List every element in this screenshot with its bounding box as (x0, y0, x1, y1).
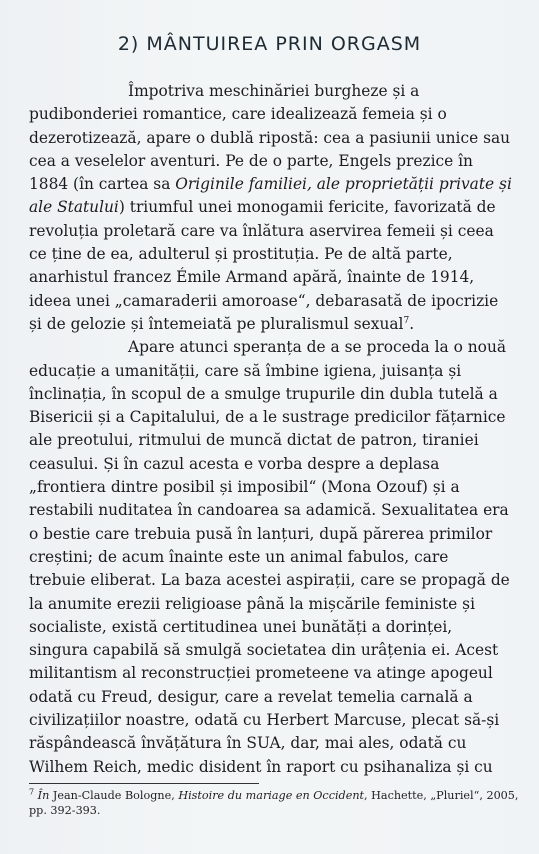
text-run: dezerotizează, apare o dublă ripostă: cea a pasiunii unice sau (29, 128, 511, 147)
text-line (29, 220, 519, 243)
footnote-rule (29, 783, 259, 784)
text-run: pudibonderiei romantice, care idealizează femeia și o (29, 105, 447, 124)
text-run: „frontiera dintre posibil și imposibil“ (Mona Ozouf) și a (29, 478, 460, 497)
text-line (29, 569, 519, 592)
text-run: Împotriva meschinăriei burgheze și a (128, 82, 420, 100)
text-line (29, 616, 519, 639)
text-run: o bestie care trebuia pusă în lanțuri, după părerea primilor (29, 524, 493, 543)
text-line (29, 243, 519, 266)
section-heading: 2) MÂNTUIREA PRIN ORGASM (117, 33, 422, 55)
text-line (29, 639, 519, 662)
text-run: revoluția proletară care va înlătura aservirea femeii și ceea (29, 221, 494, 240)
text-run: cea a veselelor aventuri. Pe de o parte, Engels prezice în (29, 151, 473, 170)
text-line (29, 546, 519, 569)
text-line (29, 266, 519, 289)
text-line (29, 686, 519, 709)
footnote-number: 7 (29, 787, 35, 797)
text-line (29, 453, 519, 476)
text-run: , Hachette, „Pluriel“, 2005, (364, 789, 519, 802)
text-line (29, 756, 519, 779)
body-text (29, 80, 519, 779)
text-run: înclinația, în scopul de a smulge trupurile din dubla tutelă a (29, 384, 498, 403)
text-run: ale preotului, ritmului de muncă dictat de patron, tiraniei (29, 431, 479, 450)
text-run: ceasului. Și în cazul acesta e vorba despre a deplasa (29, 454, 440, 473)
text-run: Histoire du mariage en Occident (178, 789, 365, 802)
footnote-line (29, 804, 524, 819)
text-run: la anumite erezii religioase până la mișcările feministe și (29, 594, 476, 613)
text-run: ce ține de ea, adulterul și prostituția. Pe de altă parte, (29, 245, 453, 264)
text-line (29, 383, 519, 406)
text-run: ) triumful unei monogamii fericite, favorizată de (118, 198, 496, 217)
text-line (29, 732, 519, 755)
text-run: creștini; de acum înainte este un animal fabulos, care (29, 547, 449, 566)
text-run: ideea unei „camaraderii amoroase“, debarasată de ipocrizie (29, 291, 499, 310)
text-run: Wilhem Reich, medic disident în raport cu psihanaliza și cu (29, 757, 493, 776)
text-line (29, 429, 519, 452)
text-line (29, 127, 519, 150)
text-run: educație a umanității, care să îmbine igiena, juisanța și (29, 361, 462, 380)
text-line (29, 499, 519, 522)
text-run: odată cu Freud, desigur, care a revelat temelia carnală a (29, 687, 473, 706)
text-run: Bisericii și a Capitalului, de a le sustrage predicilor fățarnice (29, 408, 506, 427)
text-run: pp. 392-393. (29, 803, 101, 817)
text-line (29, 662, 519, 685)
text-run: 1884 (în cartea sa (29, 175, 176, 194)
text-run: civilizațiilor noastre, odată cu Herbert Marcuse, plecat să-și (29, 711, 500, 730)
text-run: restabili nuditatea în candoarea sa adamică. Sexualitatea era (29, 501, 509, 520)
footnote-line (29, 789, 524, 804)
text-line (29, 313, 519, 336)
text-line (29, 523, 519, 546)
text-run: Apare atunci speranța de a se proceda la o nouă (128, 338, 507, 357)
text-line (29, 80, 519, 103)
footnote-marker: 7 (403, 315, 410, 326)
text-run: . (409, 314, 415, 333)
text-line (29, 709, 519, 732)
text-run: răspândească învățătura în SUA, dar, mai ales, odată cu (29, 734, 467, 753)
text-line (29, 290, 519, 313)
text-run: singura capabilă să smulgă societatea din urâțenia ei. Acest (29, 641, 499, 660)
footnote (29, 789, 524, 818)
text-line (29, 103, 519, 126)
text-run: ale Statului (29, 198, 119, 217)
text-line (29, 406, 519, 429)
text-run: socialiste, există certitudinea unei bunătăți a dorinței, (29, 617, 453, 636)
text-run: trebuie eliberat. La baza acestei aspirații, care se propagă de (29, 571, 510, 590)
text-run: În (34, 789, 50, 802)
text-run: anarhistul francez Émile Armand apără, înainte de 1914, (29, 268, 475, 287)
text-line (29, 476, 519, 499)
text-line (29, 360, 519, 383)
text-run: Originile familiei, ale proprietății private și (175, 175, 512, 194)
text-line (29, 336, 519, 359)
text-line (29, 593, 519, 616)
text-run: Jean-Claude Bologne, (49, 789, 179, 802)
text-line (29, 173, 519, 196)
text-run: militantism al reconstrucției prometeene va atinge apogeul (29, 664, 493, 683)
text-run: și de gelozie și întemeiată pe pluralismul sexual (29, 314, 404, 333)
text-line (29, 196, 519, 219)
text-line (29, 150, 519, 173)
